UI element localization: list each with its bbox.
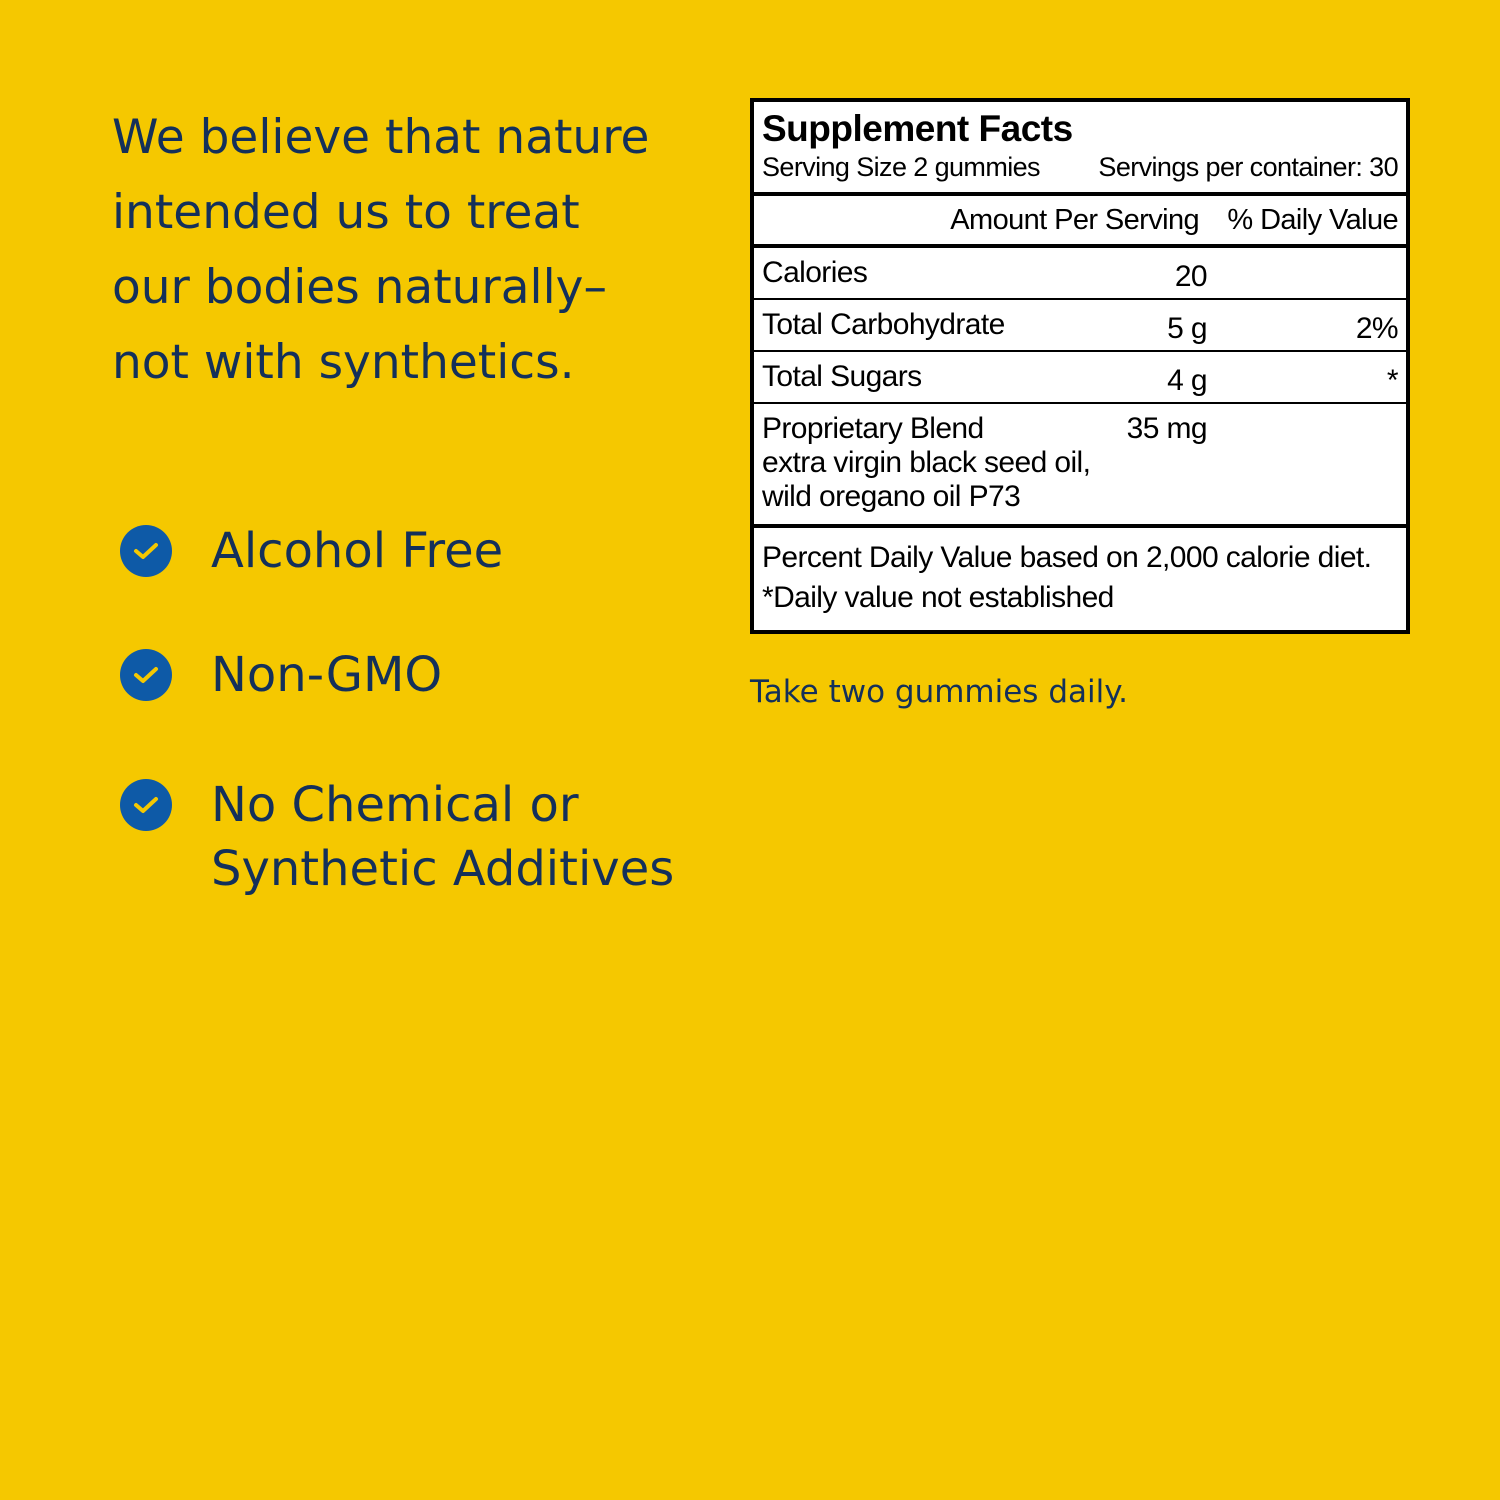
footnote: *Daily value not established: [762, 581, 1114, 614]
nutrient-dv: *: [1386, 364, 1398, 397]
feature-label: [211, 519, 503, 583]
header-daily-value: % Daily Value: [1227, 203, 1398, 236]
tagline-line: not with synthetics.: [112, 335, 575, 390]
facts-footnotes: [754, 528, 1406, 630]
check-circle-icon: [120, 649, 172, 701]
feature-label: [211, 643, 442, 707]
facts-title: Supplement Facts: [762, 108, 1073, 149]
nutrient-name: Calories: [762, 256, 868, 289]
check-circle-icon: [120, 779, 172, 831]
dosage-instruction: Take two gummies daily.: [750, 674, 1128, 710]
serving-info: [762, 150, 1398, 184]
feature-label-line: Alcohol Free: [211, 523, 504, 579]
tagline-line: We believe that nature: [112, 110, 650, 165]
nutrient-name: Total Carbohydrate: [762, 308, 1005, 341]
feature-alcohol-free: [120, 519, 503, 583]
nutrient-dv: [1207, 248, 1406, 298]
facts-row-blend: [754, 404, 1406, 528]
facts-row: [754, 248, 1406, 300]
nutrient-name: Total Sugars: [762, 360, 922, 393]
nutrient-amount: 4 g: [1167, 364, 1207, 397]
header-amount: Amount Per Serving: [950, 203, 1199, 236]
nutrient-dv: 2%: [1355, 312, 1398, 345]
tagline-line: our bodies naturally–: [112, 260, 607, 315]
facts-header: [754, 102, 1406, 196]
facts-row: [754, 352, 1406, 404]
feature-no-additives: [120, 773, 674, 901]
blend-line: wild oregano oil P73: [762, 480, 1021, 513]
blend-name: [754, 404, 1092, 524]
footnote: Percent Daily Value based on 2,000 calorie diet.: [762, 541, 1372, 574]
feature-non-gmo: [120, 643, 442, 707]
blend-line: extra virgin black seed oil,: [762, 446, 1091, 479]
tagline-line: intended us to treat: [112, 185, 580, 240]
feature-label-line: Non-GMO: [211, 647, 443, 703]
blend-dv: [1207, 404, 1406, 524]
serving-size: Serving Size 2 gummies: [762, 152, 1040, 182]
supplement-facts-panel: [750, 98, 1410, 634]
feature-label-line: No Chemical or: [211, 777, 579, 833]
feature-label-line: Synthetic Additives: [211, 841, 675, 897]
blend-amount: 35 mg: [1126, 412, 1207, 445]
tagline: [112, 100, 712, 400]
feature-label: [211, 773, 674, 901]
blend-line: Proprietary Blend: [762, 412, 984, 445]
nutrient-amount: 5 g: [1167, 312, 1207, 345]
check-circle-icon: [120, 525, 172, 577]
nutrient-amount: 20: [1174, 260, 1207, 293]
facts-row: [754, 300, 1406, 352]
servings-per-container: Servings per container: 30: [1098, 152, 1398, 182]
facts-column-headers: [754, 196, 1406, 248]
